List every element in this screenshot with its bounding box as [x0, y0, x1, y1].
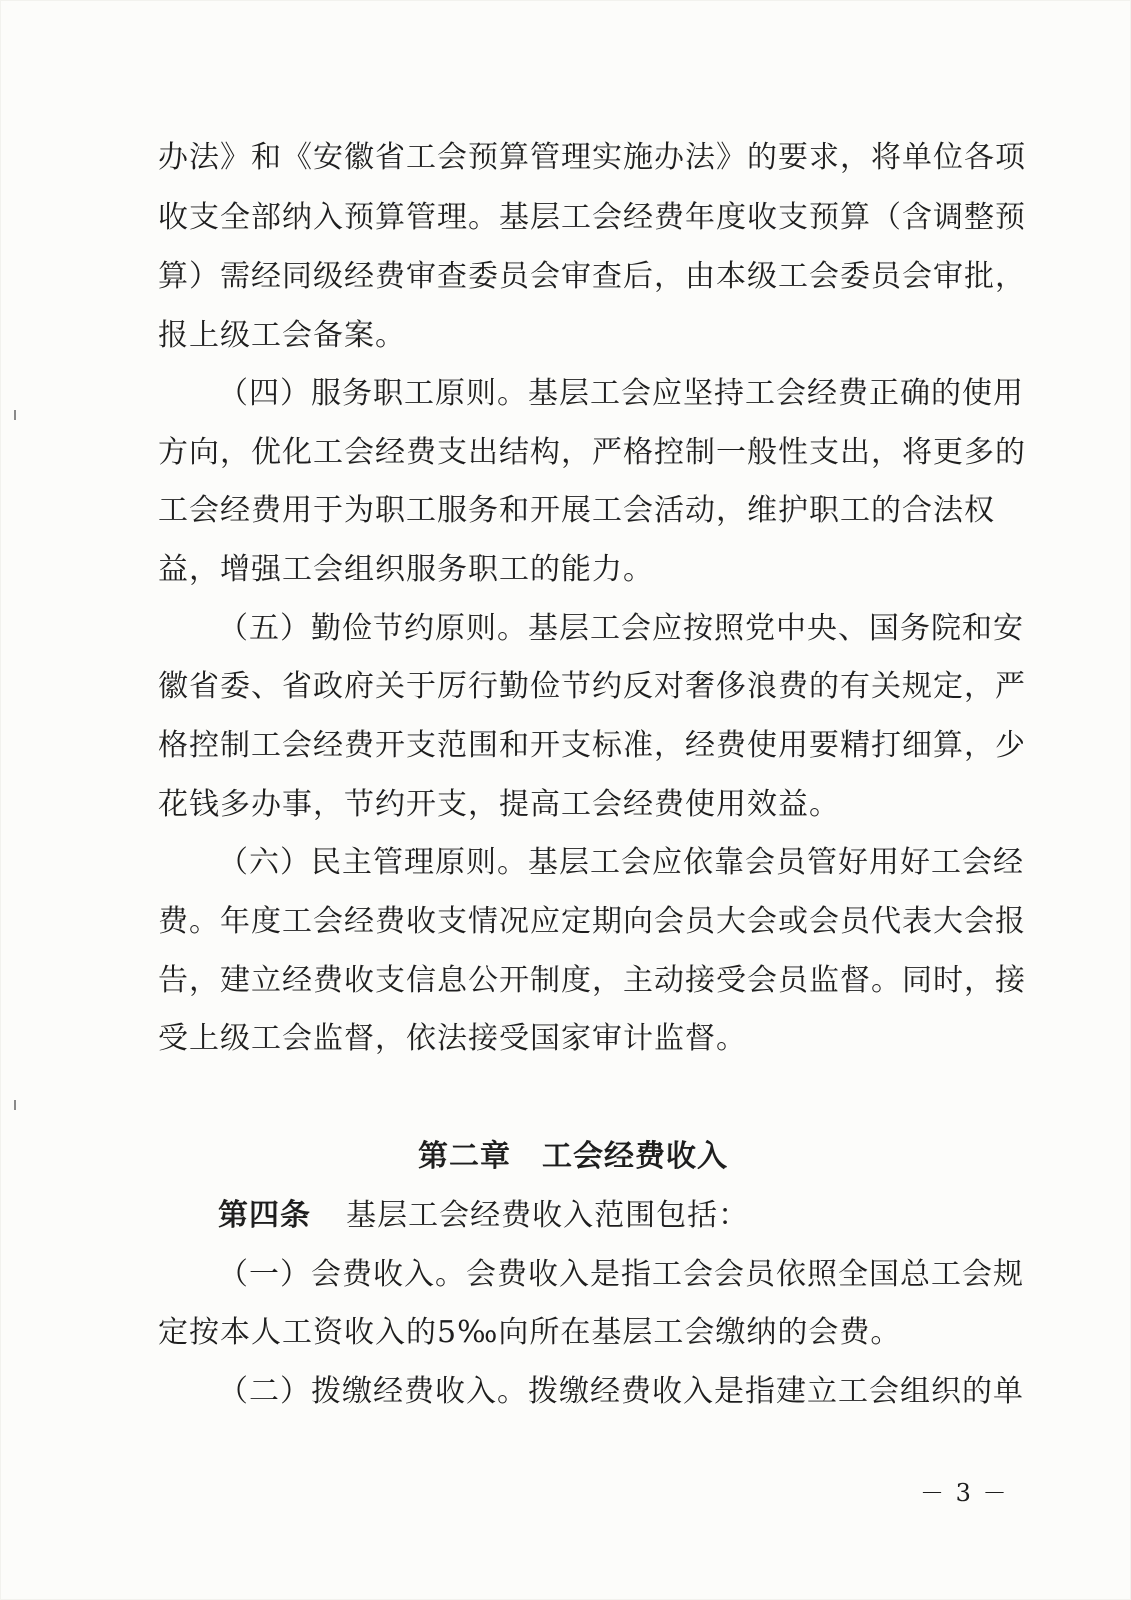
body-line: 花钱多办事，节约开支，提高工会经费使用效益。 — [158, 787, 840, 822]
body-line: 收支全部纳入预算管理。基层工会经费年度收支预算（含调整预 — [158, 200, 1026, 235]
body-line: （五）勤俭节约原则。基层工会应按照党中央、国务院和安 — [218, 611, 1024, 646]
scan-mark — [14, 1100, 16, 1110]
article-text: 基层工会经费收入范围包括： — [346, 1198, 750, 1233]
article-line — [218, 1196, 749, 1236]
body-line: 算）需经同级经费审查委员会审查后，由本级工会委员会审批， — [158, 259, 1026, 294]
body-line: 徽省委、省政府关于厉行勤俭节约反对奢侈浪费的有关规定，严 — [158, 669, 1026, 704]
body-line: 益，增强工会组织服务职工的能力。 — [158, 552, 654, 587]
body-line: （二）拨缴经费收入。拨缴经费收入是指建立工会组织的单 — [218, 1374, 1024, 1409]
body-line: （四）服务职工原则。基层工会应坚持工会经费正确的使用 — [218, 376, 1024, 411]
scan-mark — [14, 410, 16, 420]
body-line: 费。年度工会经费收支情况应定期向会员大会或会员代表大会报 — [158, 904, 1026, 939]
body-line: （一）会费收入。会费收入是指工会会员依照全国总工会规 — [218, 1257, 1024, 1292]
body-line: 定按本人工资收入的5‰向所在基层工会缴纳的会费。 — [158, 1315, 902, 1350]
body-line: 告，建立经费收支信息公开制度，主动接受会员监督。同时，接 — [158, 963, 1026, 998]
page-number: － 3 － — [920, 1479, 1009, 1507]
body-line: 受上级工会监督，依法接受国家审计监督。 — [158, 1021, 747, 1056]
body-line: 报上级工会备案。 — [158, 318, 406, 353]
body-line: （六）民主管理原则。基层工会应依靠会员管好用好工会经 — [218, 845, 1024, 880]
body-line: 格控制工会经费开支范围和开支标准，经费使用要精打细算，少 — [158, 728, 1026, 763]
article-label: 第四条 — [218, 1198, 311, 1233]
body-line: 工会经费用于为职工服务和开展工会活动，维护职工的合法权 — [158, 493, 995, 528]
chapter-heading: 第二章 工会经费收入 — [418, 1139, 728, 1174]
body-line: 方向，优化工会经费支出结构，严格控制一般性支出，将更多的 — [158, 435, 1026, 470]
body-line: 办法》和《安徽省工会预算管理实施办法》的要求，将单位各项 — [158, 140, 1026, 175]
